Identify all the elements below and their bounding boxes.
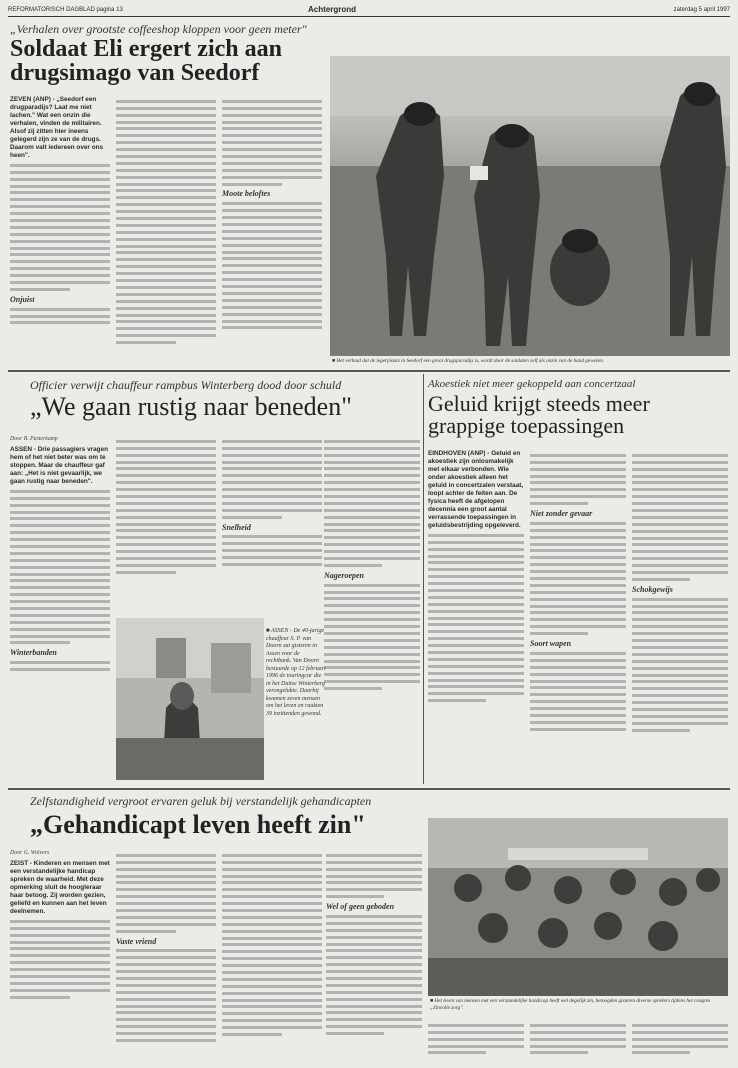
article2-byline: Door R. Pasterkamp xyxy=(10,436,58,442)
column-divider xyxy=(423,374,424,784)
article3-subheading-gevaar: Niet zonder gevaar xyxy=(530,509,593,519)
article4-photo-caption: ■ Het leven van mensen met een verstandelijke handicap heeft wel degelijk zin, betoogden gisteren diverse sprekers tijdens het congres „Zinvolle zorg". xyxy=(430,998,711,1011)
section-title: Achtergrond xyxy=(308,5,356,14)
article4-column-7 xyxy=(632,1020,728,1064)
article1-column-2 xyxy=(116,96,216,366)
article4-column-1 xyxy=(10,850,110,1060)
article4-byline: Door G. Wolvers xyxy=(10,850,50,856)
article1-kicker: „Verhalen over grootste coffeeshop kloppen voor geen meter" xyxy=(10,22,307,36)
article4-column-3 xyxy=(222,850,322,1060)
article2-subheading-nageroepen: Nageroepen xyxy=(324,570,364,580)
article2-column-1 xyxy=(10,436,110,781)
article3-lead: EINDHOVEN (ANP) - Geluid en akoestiek zijn onlosmakelijk met elkaar verbonden. Wie onder akoestiek alleen het geluid in concertzalen verstaat, loopt achter de feiten aan. De fysica heeft de afgelopen decennia een groot aantal verrassende toepassingen in geluidsbestrijding opgeleverd. xyxy=(428,450,524,529)
article4-subheading-vriend: Vaste vriend xyxy=(116,936,157,946)
article1-subheading-beloftes: Moote beloftes xyxy=(222,189,271,199)
article3-kicker: Akoestiek niet meer gekoppeld aan concertzaal xyxy=(428,378,636,390)
article2-kicker: Officier verwijt chauffeur rampbus Winterberg dood door schuld xyxy=(30,378,342,392)
paper-name: REFORMATORISCH DAGBLAD pagina 13 xyxy=(8,7,123,13)
article4-kicker: Zelfstandigheid vergroot ervaren geluk bij verstandelijk gehandicapten xyxy=(30,794,372,808)
article4-column-2 xyxy=(116,850,216,1060)
article1-lead: ZEVEN (ANP) - „Seedorf een drugparadijs? Laat me niet lachen." Wat een onzin die verhalen, vinden de militairen. Alsof zij zitten hier ineens gelegerd zijn ze van de drugs. Daarom valt iedereen over ons heen". xyxy=(10,96,104,159)
article2-headline: „We gaan rustig naar beneden" xyxy=(30,392,352,421)
article4-column-6 xyxy=(530,1020,626,1064)
article1-headline: Soldaat Eli ergert zich aan drugsimago van Seedorf xyxy=(10,36,282,87)
article1-column-3 xyxy=(222,96,322,366)
article2-subheading-snelheid: Snelheid xyxy=(222,522,251,532)
masthead xyxy=(8,5,730,17)
article3-column-1 xyxy=(428,450,524,782)
article1-column-1 xyxy=(10,96,110,366)
rule-2 xyxy=(8,788,730,790)
article1-photo-caption: ■ Het verhaal dat de legerplaats in Seedorf een groot drugsparadijs is, wordt door de soldaten zelf als onzin van de hand gewezen. xyxy=(332,358,605,364)
article4-headline: „Gehandicapt leven heeft zin" xyxy=(30,810,366,839)
article2-lead: ASSEN - Drie passagiers vragen hem of het niet beter was om te stoppen. Maar de chauffeur gaf aan: „Het is niet gevaarlijk, we gaan rustig naar beneden". xyxy=(10,446,109,485)
article2-column-4 xyxy=(324,436,420,781)
article4-column-4 xyxy=(326,850,422,1060)
rule-1 xyxy=(8,370,730,372)
soldiers-photo xyxy=(330,56,730,356)
courtroom-photo xyxy=(116,618,264,780)
article3-subheading-wapen: Soort wapen xyxy=(530,639,572,649)
article1-subheading-onjuist: Onjuist xyxy=(10,294,35,304)
article3-subheading-schokgewijs: Schokgewijs xyxy=(632,584,673,594)
article4-column-5 xyxy=(428,1020,524,1064)
article3-headline: Geluid krijgt steeds meer grappige toepassingen xyxy=(428,391,650,439)
article4-lead: ZEIST - Kinderen en mensen met een verstandelijke handicap spreken de waarheid. Met deze opmerking sluit de hoogleraar haar betoog. Zij worden gezien, geliefd en kunnen aan het leven deelnemen. xyxy=(10,860,110,915)
issue-date: zaterdag 5 april 1997 xyxy=(673,7,730,13)
article2-photo-caption: ■ ASSEN - De 40-jarige chauffeur S. P. van Doorn zat gisteren in Assen voor de rechtbank. Van Doorn bestuurde op 12 februari 1996 de touringcar die in het Duitse Winterberg verongelukte. Daarbij kwamen zeven mensen om het leven en raakten 39 inzittenden gewond. xyxy=(266,628,326,717)
article3-column-2 xyxy=(530,450,626,782)
article2-subheading-winterbanden: Winterbanden xyxy=(10,648,57,658)
article4-subheading-geboden: Wel of geen geboden xyxy=(326,902,395,912)
congress-photo xyxy=(428,818,728,996)
article3-column-3 xyxy=(632,450,728,782)
